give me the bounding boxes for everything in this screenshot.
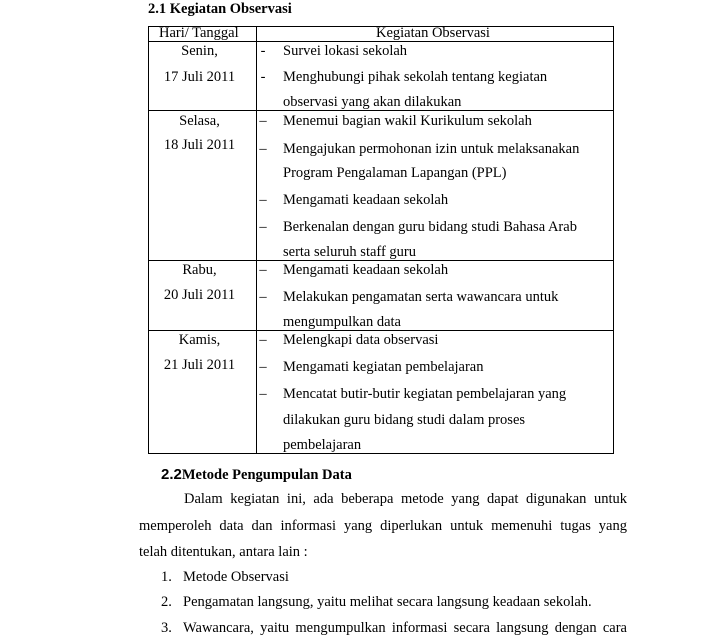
- activity-item: Melakukan pengamatan serta wawancara untuk: [283, 289, 559, 305]
- paragraph-line: telah ditentukan, antara lain :: [139, 544, 308, 560]
- section-heading-metode: [161, 466, 352, 484]
- activity-item-continued: observasi yang akan dilakukan: [283, 94, 462, 110]
- list-item: Wawancara, yaitu mengumpulkan informasi secara langsung dengan cara: [183, 620, 627, 636]
- row-date: 17 Juli 2011: [163, 69, 236, 85]
- bullet-dash: –: [259, 262, 267, 278]
- activity-item: Melengkapi data observasi: [283, 332, 439, 348]
- row-day: Rabu,: [182, 262, 217, 278]
- list-item: Metode Observasi: [183, 569, 289, 585]
- activity-item: Mengamati keadaan sekolah: [283, 192, 449, 208]
- activity-item: Menemui bagian wakil Kurikulum sekolah: [283, 113, 532, 129]
- bullet-dash: –: [259, 359, 267, 375]
- activity-item-continued: mengumpulkan data: [283, 314, 401, 330]
- activity-item: Menghubungi pihak sekolah tentang kegiatan: [283, 69, 548, 85]
- list-item: Pengamatan langsung, yaitu melihat secara langsung keadaan sekolah.: [183, 594, 592, 610]
- table-border-bottom: [148, 453, 614, 454]
- row-date: 21 Juli 2011: [163, 357, 236, 373]
- activity-item: Mencatat butir-butir kegiatan pembelajaran yang: [283, 386, 567, 402]
- section-title: Metode Pengumpulan Data: [181, 467, 352, 483]
- table-border-left: [148, 26, 149, 454]
- table-header-activity: Kegiatan Observasi: [376, 25, 490, 41]
- activity-item: Mengamati keadaan sekolah: [283, 262, 449, 278]
- table-border-right: [613, 26, 614, 454]
- activity-item: Mengamati kegiatan pembelajaran: [283, 359, 484, 375]
- bullet-dash: –: [259, 141, 267, 157]
- activity-item: Berkenalan dengan guru bidang studi Bahasa Arab: [283, 219, 577, 235]
- activity-item-continued: pembelajaran: [283, 437, 362, 453]
- row-day: Senin,: [181, 43, 218, 59]
- row-date: 18 Juli 2011: [163, 137, 236, 153]
- bullet-dash: –: [259, 113, 267, 129]
- activity-item: Mengajukan permohonan izin untuk melaksanakan: [283, 141, 580, 157]
- activity-item: Survei lokasi sekolah: [283, 43, 408, 59]
- activity-item-continued: Program Pengalaman Lapangan (PPL): [283, 165, 507, 181]
- list-number: 3.: [161, 620, 172, 636]
- activity-item-continued: dilakukan guru bidang studi dalam proses: [283, 412, 526, 428]
- bullet-dash: –: [259, 289, 267, 305]
- paragraph-line: Dalam kegiatan ini, ada beberapa metode yang dapat digunakan untuk: [184, 491, 627, 507]
- bullet-dash: –: [259, 332, 267, 348]
- list-number: 2.: [161, 594, 172, 610]
- bullet-dash: –: [259, 192, 267, 208]
- list-number: 1.: [161, 569, 172, 585]
- section-heading-kegiatan-observasi: 2.1 Kegiatan Observasi: [148, 1, 292, 17]
- activity-item-continued: serta seluruh staff guru: [283, 244, 417, 260]
- paragraph-line: memperoleh data dan informasi yang diperlukan untuk memenuhi tugas yang: [139, 518, 627, 534]
- section-number: 2.2: [161, 466, 182, 483]
- bullet-dash: -: [260, 43, 266, 59]
- bullet-dash: –: [259, 386, 267, 402]
- row-date: 20 Juli 2011: [163, 287, 236, 303]
- row-day: Selasa,: [179, 113, 220, 129]
- bullet-dash: –: [259, 219, 267, 235]
- bullet-dash: -: [260, 69, 266, 85]
- table-header-day: Hari/ Tanggal: [159, 25, 239, 41]
- row-day: Kamis,: [178, 332, 221, 348]
